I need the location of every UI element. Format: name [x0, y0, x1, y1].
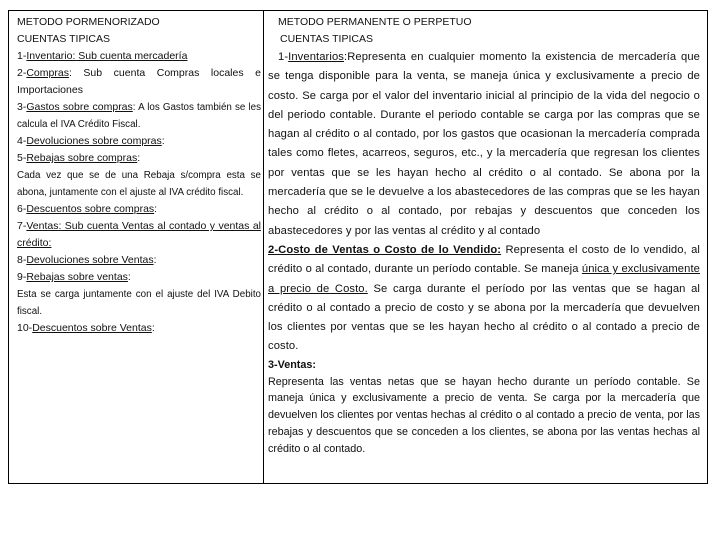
- left-item-8: 8-Devoluciones sobre Ventas:: [17, 254, 157, 266]
- left-column: [17, 14, 261, 337]
- left-item-1: 1-Inventario: Sub cuenta mercadería: [17, 50, 188, 62]
- paragraph-costo-ventas: 2-Costo de Ventas o Costo de lo Vendido: Representa el costo de lo vendido, al crédito o al contado, durante un período contable. Se maneja única y exclusivamente a precio de Costo. Se carga durante el período por las ventas que se hagan al crédito o al contado a precio de costo y se abona por la mercadería que devuelven los clientes por ventas que se les hayan hecho al crédito o al contado a precio de costo.: [268, 243, 700, 353]
- left-item-9: 9-Rebajas sobre ventas:: [17, 271, 131, 283]
- left-item-7: 7-Ventas: Sub cuenta Ventas al contado y ventas al crédito:: [17, 220, 261, 249]
- heading-ventas: 3-Ventas:: [268, 358, 317, 371]
- left-item-3: 3-Gastos sobre compras: A los Gastos también se les calcula el IVA Crédito Fiscal.: [17, 101, 261, 130]
- left-item-4: 4-Devoluciones sobre compras:: [17, 135, 165, 147]
- left-note-rebaja: Cada vez que se de una Rebaja s/compra esta se abona, juntamente con el ajuste al IVA crédito fiscal.: [17, 170, 261, 198]
- left-item-5: 5-Rebajas sobre compras:: [17, 152, 141, 164]
- paragraph-ventas: Representa las ventas netas que se hayan hecho durante un período contable. Se maneja única y exclusivamente a precio de venta. Se carga por la mercadería que devuelven los clientes por ventas hechas al crédito o al contado a precio de venta, por las rebajas y descuentos que se conceden a los clientes, se abona por las ventas hechas al crédito o al contado.: [268, 375, 700, 455]
- left-title: METODO PORMENORIZADO: [17, 16, 160, 28]
- right-column: [268, 14, 700, 458]
- left-note-iva: Esta se carga juntamente con el ajuste del IVA Debito fiscal.: [17, 289, 261, 317]
- right-subtitle: CUENTAS TIPICAS: [280, 33, 373, 45]
- right-title: METODO PERMANENTE O PERPETUO: [278, 16, 472, 28]
- paragraph-inventarios: 1-Inventarios:Representa en cualquier momento la existencia de mercadería que se tenga disponible para la venta, se maneja única y exclusivamente a precio de costo. Se carga por el valor del inventario inicial al principio de la vida del negocio o del periodo contable. Durante el periodo contable se carga por las compras que se hagan al crédito o al contado, por los gastos que ocasionan la mercadería comprada tales como fletes, acarreos, seguros, etc., y la mercadería que regresan los clientes por ventas que se les hayan hecho al crédito o al contado. Se abona por la mercadería que se le devuelve a los abastecedores de las compras que se les hayan hecho al crédito o al contado, por rebajas y descuentos que conceden los abastecedores y por las ventas al crédito y al contado: [268, 51, 700, 237]
- left-item-10: 10-Descuentos sobre Ventas:: [17, 322, 155, 334]
- left-item-6: 6-Descuentos sobre compras:: [17, 203, 158, 215]
- column-divider: [263, 10, 264, 484]
- left-item-2: 2-Compras: Sub cuenta Compras locales e Importaciones: [17, 67, 261, 96]
- left-subtitle: CUENTAS TIPICAS: [17, 33, 110, 45]
